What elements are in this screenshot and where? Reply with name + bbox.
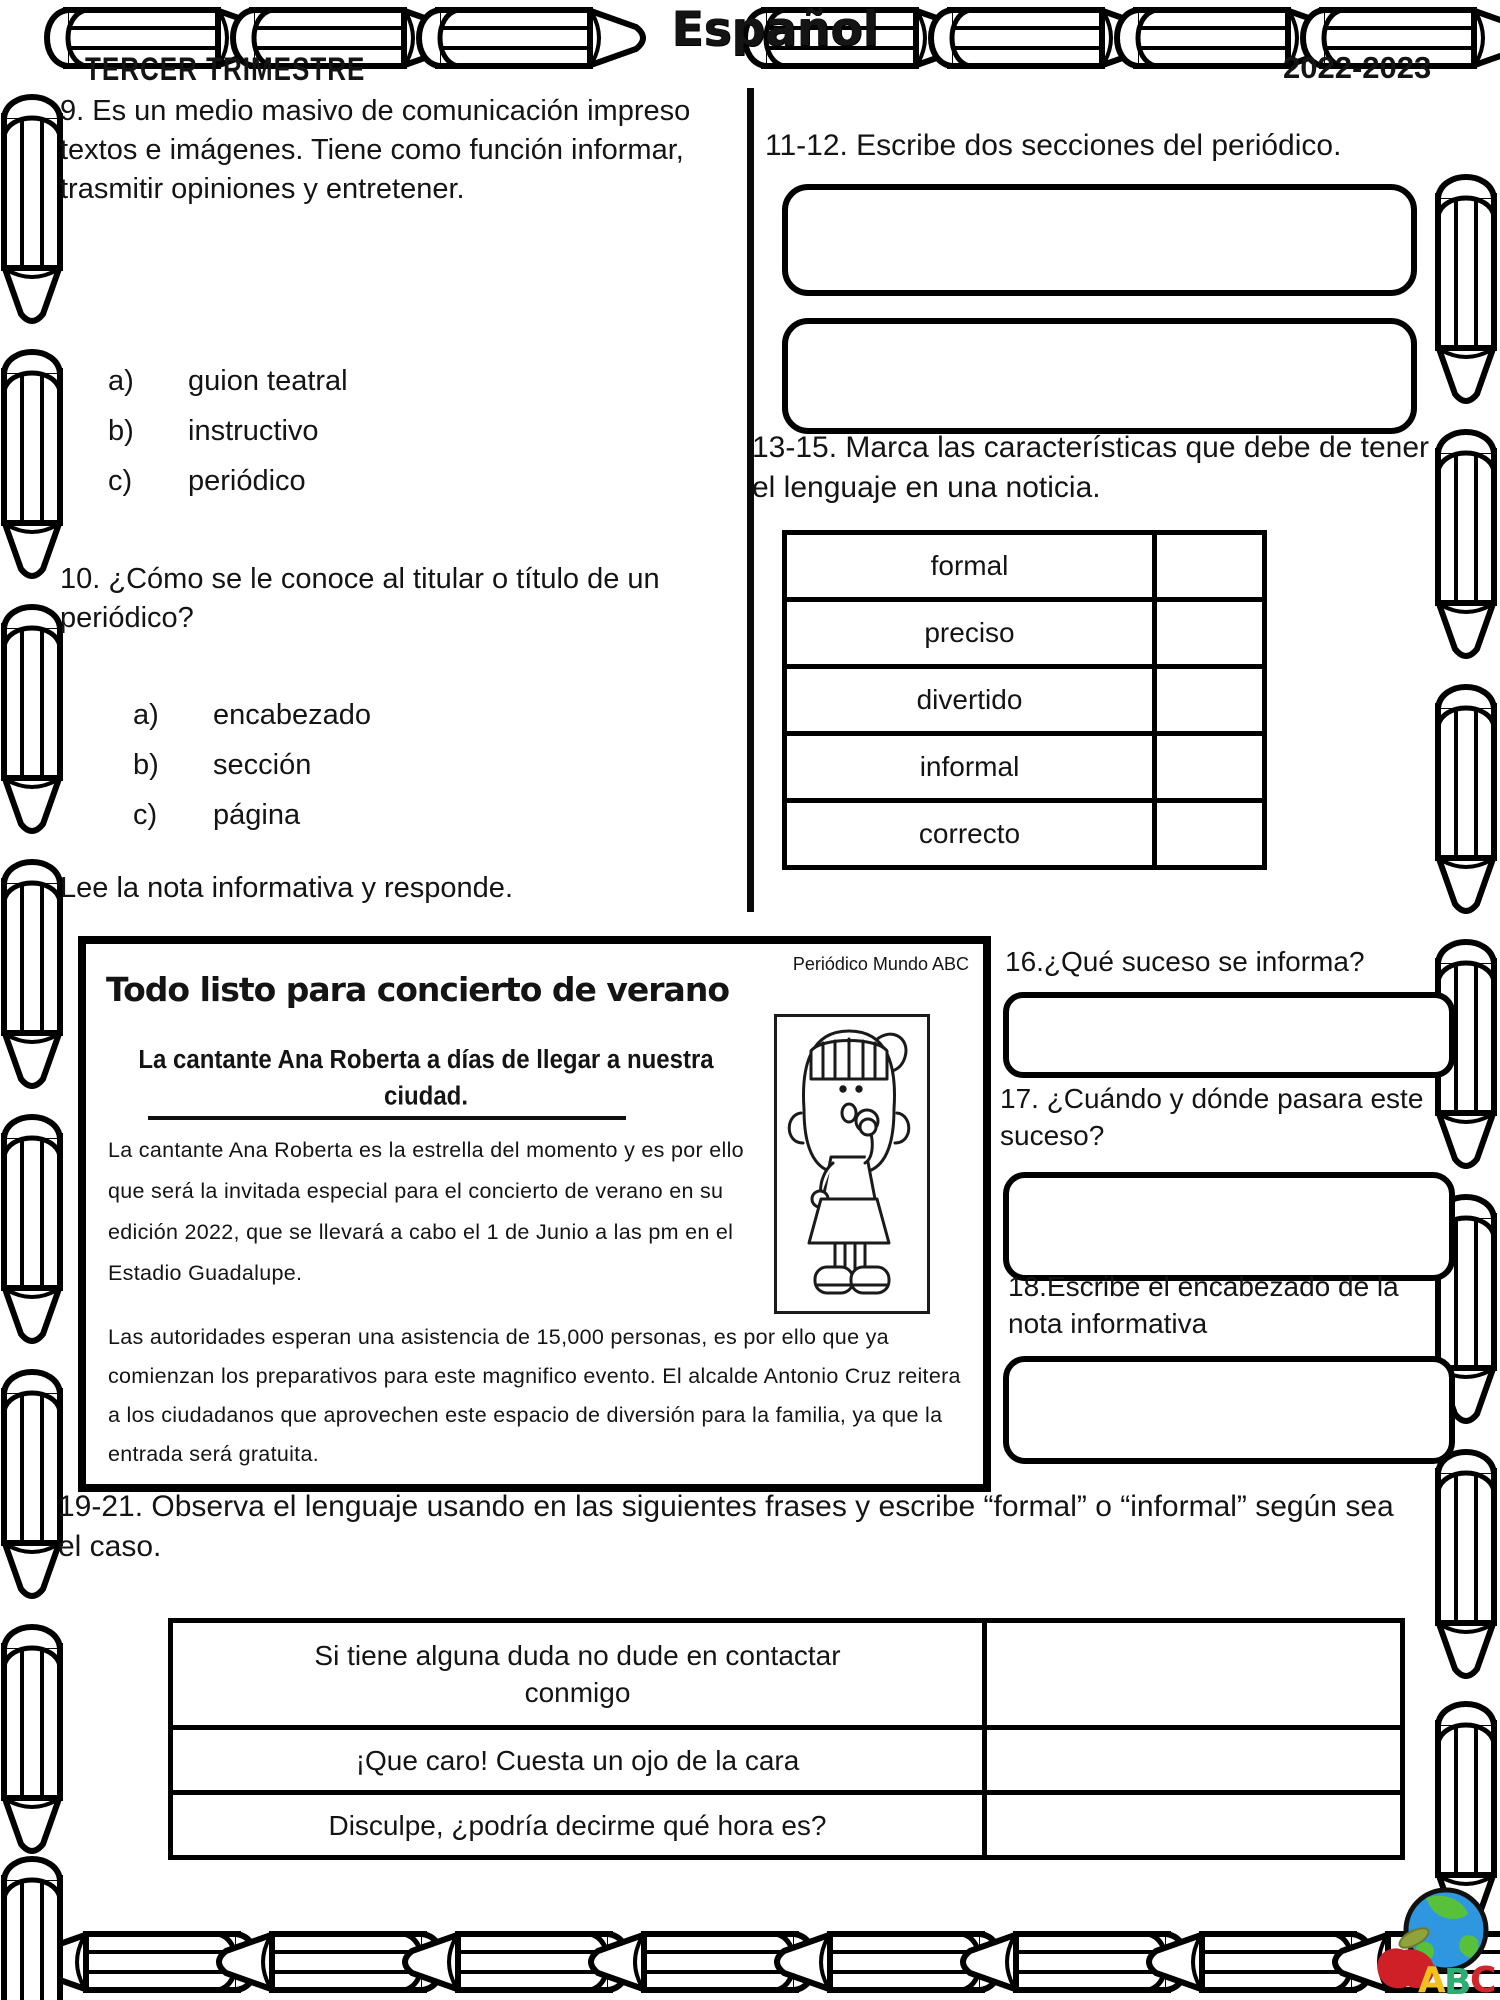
option-label: sección (213, 748, 312, 781)
option-letter: c) (133, 798, 158, 831)
option-letter: a) (108, 364, 134, 397)
question-10-option-a[interactable] (133, 690, 371, 740)
question-13-15-text: 13-15. Marca las características que debe de tener el lenguaje en una noticia. (752, 431, 1430, 504)
table-row (173, 1730, 1400, 1795)
mark-cell-divertido[interactable] (1157, 669, 1262, 731)
phrase-cell: Si tiene alguna duda no dude en contactar conmigo (173, 1623, 987, 1725)
table-row (173, 1623, 1400, 1730)
question-10-text: 10. ¿Cómo se le conoce al titular o título de un periódico? (60, 563, 660, 634)
abc-earth-logo (1366, 1886, 1496, 1996)
characteristic-label: divertido (787, 669, 1157, 731)
answer-box-18[interactable] (1003, 1356, 1455, 1464)
question-10-options (133, 690, 371, 840)
answer-box-17[interactable] (1003, 1172, 1455, 1281)
option-label: instructivo (188, 414, 319, 447)
characteristic-label: preciso (787, 602, 1157, 664)
option-letter: b) (133, 748, 159, 781)
table-row (787, 736, 1262, 803)
question-10-option-c[interactable] (133, 790, 371, 840)
question-9-option-c[interactable] (108, 456, 348, 506)
option-label: página (213, 798, 301, 831)
table-row (787, 669, 1262, 736)
question-17-text: 17. ¿Cuándo y dónde pasara este suceso? (1000, 1083, 1424, 1151)
term-label: TERCER TRIMESTRE (85, 50, 366, 88)
option-letter: c) (108, 464, 133, 497)
question-9-options (108, 356, 348, 506)
phrase-cell: Disculpe, ¿podría decirme qué hora es? (173, 1795, 987, 1855)
question-9-option-a[interactable] (108, 356, 348, 406)
article-paragraph-2: Las autoridades esperan una asistencia de 15,000 personas, es por ello que ya comienzan los preparativos para este magnifico evento. El alcalde Antonio Cruz reitera a los ciudadanos que aprovechen este espacio de diversión para la familia, ya que la entrada será gratuita. (108, 1325, 961, 1466)
option-letter: b) (108, 414, 134, 447)
answer-box-12[interactable] (782, 318, 1417, 434)
mark-cell-correcto[interactable] (1157, 803, 1262, 865)
answer-cell-3[interactable] (987, 1795, 1400, 1855)
question-18-text: 18.Escribe el encabezado de la nota informativa (1008, 1271, 1399, 1339)
option-label: encabezado (213, 698, 372, 731)
school-year-label: 2022-2023 (1283, 50, 1432, 85)
question-10-option-b[interactable] (133, 740, 371, 790)
table-row (787, 535, 1262, 602)
phrase-cell: ¡Que caro! Cuesta un ojo de la cara (173, 1730, 987, 1790)
option-letter: a) (133, 698, 159, 731)
page-title: Español (671, 2, 879, 57)
mark-cell-informal[interactable] (1157, 736, 1262, 798)
mark-cell-preciso[interactable] (1157, 602, 1262, 664)
characteristic-label: informal (787, 736, 1157, 798)
characteristic-label: formal (787, 535, 1157, 597)
article-rule (148, 1116, 626, 1120)
answer-box-16[interactable] (1003, 992, 1455, 1078)
question-9-text: 9. Es un medio masivo de comunicación impreso textos e imágenes. Tiene como función informar, trasmitir opiniones y entretener. (60, 95, 691, 205)
logo-letter-b: B (1444, 1962, 1472, 1996)
girl-singer-illustration (774, 1014, 930, 1314)
article-headline: Todo listo para concierto de verano (106, 970, 729, 1009)
table-row (787, 803, 1262, 865)
question-9-option-b[interactable] (108, 406, 348, 456)
question-19-21-text: 19-21. Observa el lenguaje usando en las siguientes frases y escribe “formal” o “informal” según sea el caso. (58, 1490, 1394, 1563)
answer-cell-2[interactable] (987, 1730, 1400, 1790)
question-11-12-text: 11-12. Escribe dos secciones del periódico. (765, 129, 1342, 162)
mark-cell-formal[interactable] (1157, 535, 1262, 597)
option-label: periódico (188, 464, 306, 497)
formal-informal-table (168, 1618, 1405, 1860)
answer-box-11[interactable] (782, 184, 1417, 296)
logo-letter-a: A (1418, 1960, 1446, 1996)
logo-letter-c: C (1470, 1960, 1496, 1996)
answer-cell-1[interactable] (987, 1623, 1400, 1725)
table-row (173, 1795, 1400, 1855)
newspaper-source-label: Periódico Mundo ABC (792, 954, 969, 974)
question-16-text: 16.¿Qué suceso se informa? (1005, 946, 1365, 977)
reading-instruction: Lee la nota informativa y responde. (60, 872, 513, 904)
girl-singer-drawing (777, 1017, 921, 1305)
option-label: guion teatral (188, 364, 348, 397)
characteristic-label: correcto (787, 803, 1157, 865)
news-article-box (78, 936, 991, 1492)
characteristics-table (782, 530, 1267, 870)
article-paragraph-1: La cantante Ana Roberta es la estrella del momento y es por ello que será la invitada especial para el concierto de verano en su edición 2022, que se llevará a cabo el 1 de Junio a las pm en el Estadio Guadalupe. (108, 1138, 744, 1285)
article-subheadline: La cantante Ana Roberta a días de llegar a nuestra ciudad. (138, 1045, 714, 1112)
table-row (787, 602, 1262, 669)
